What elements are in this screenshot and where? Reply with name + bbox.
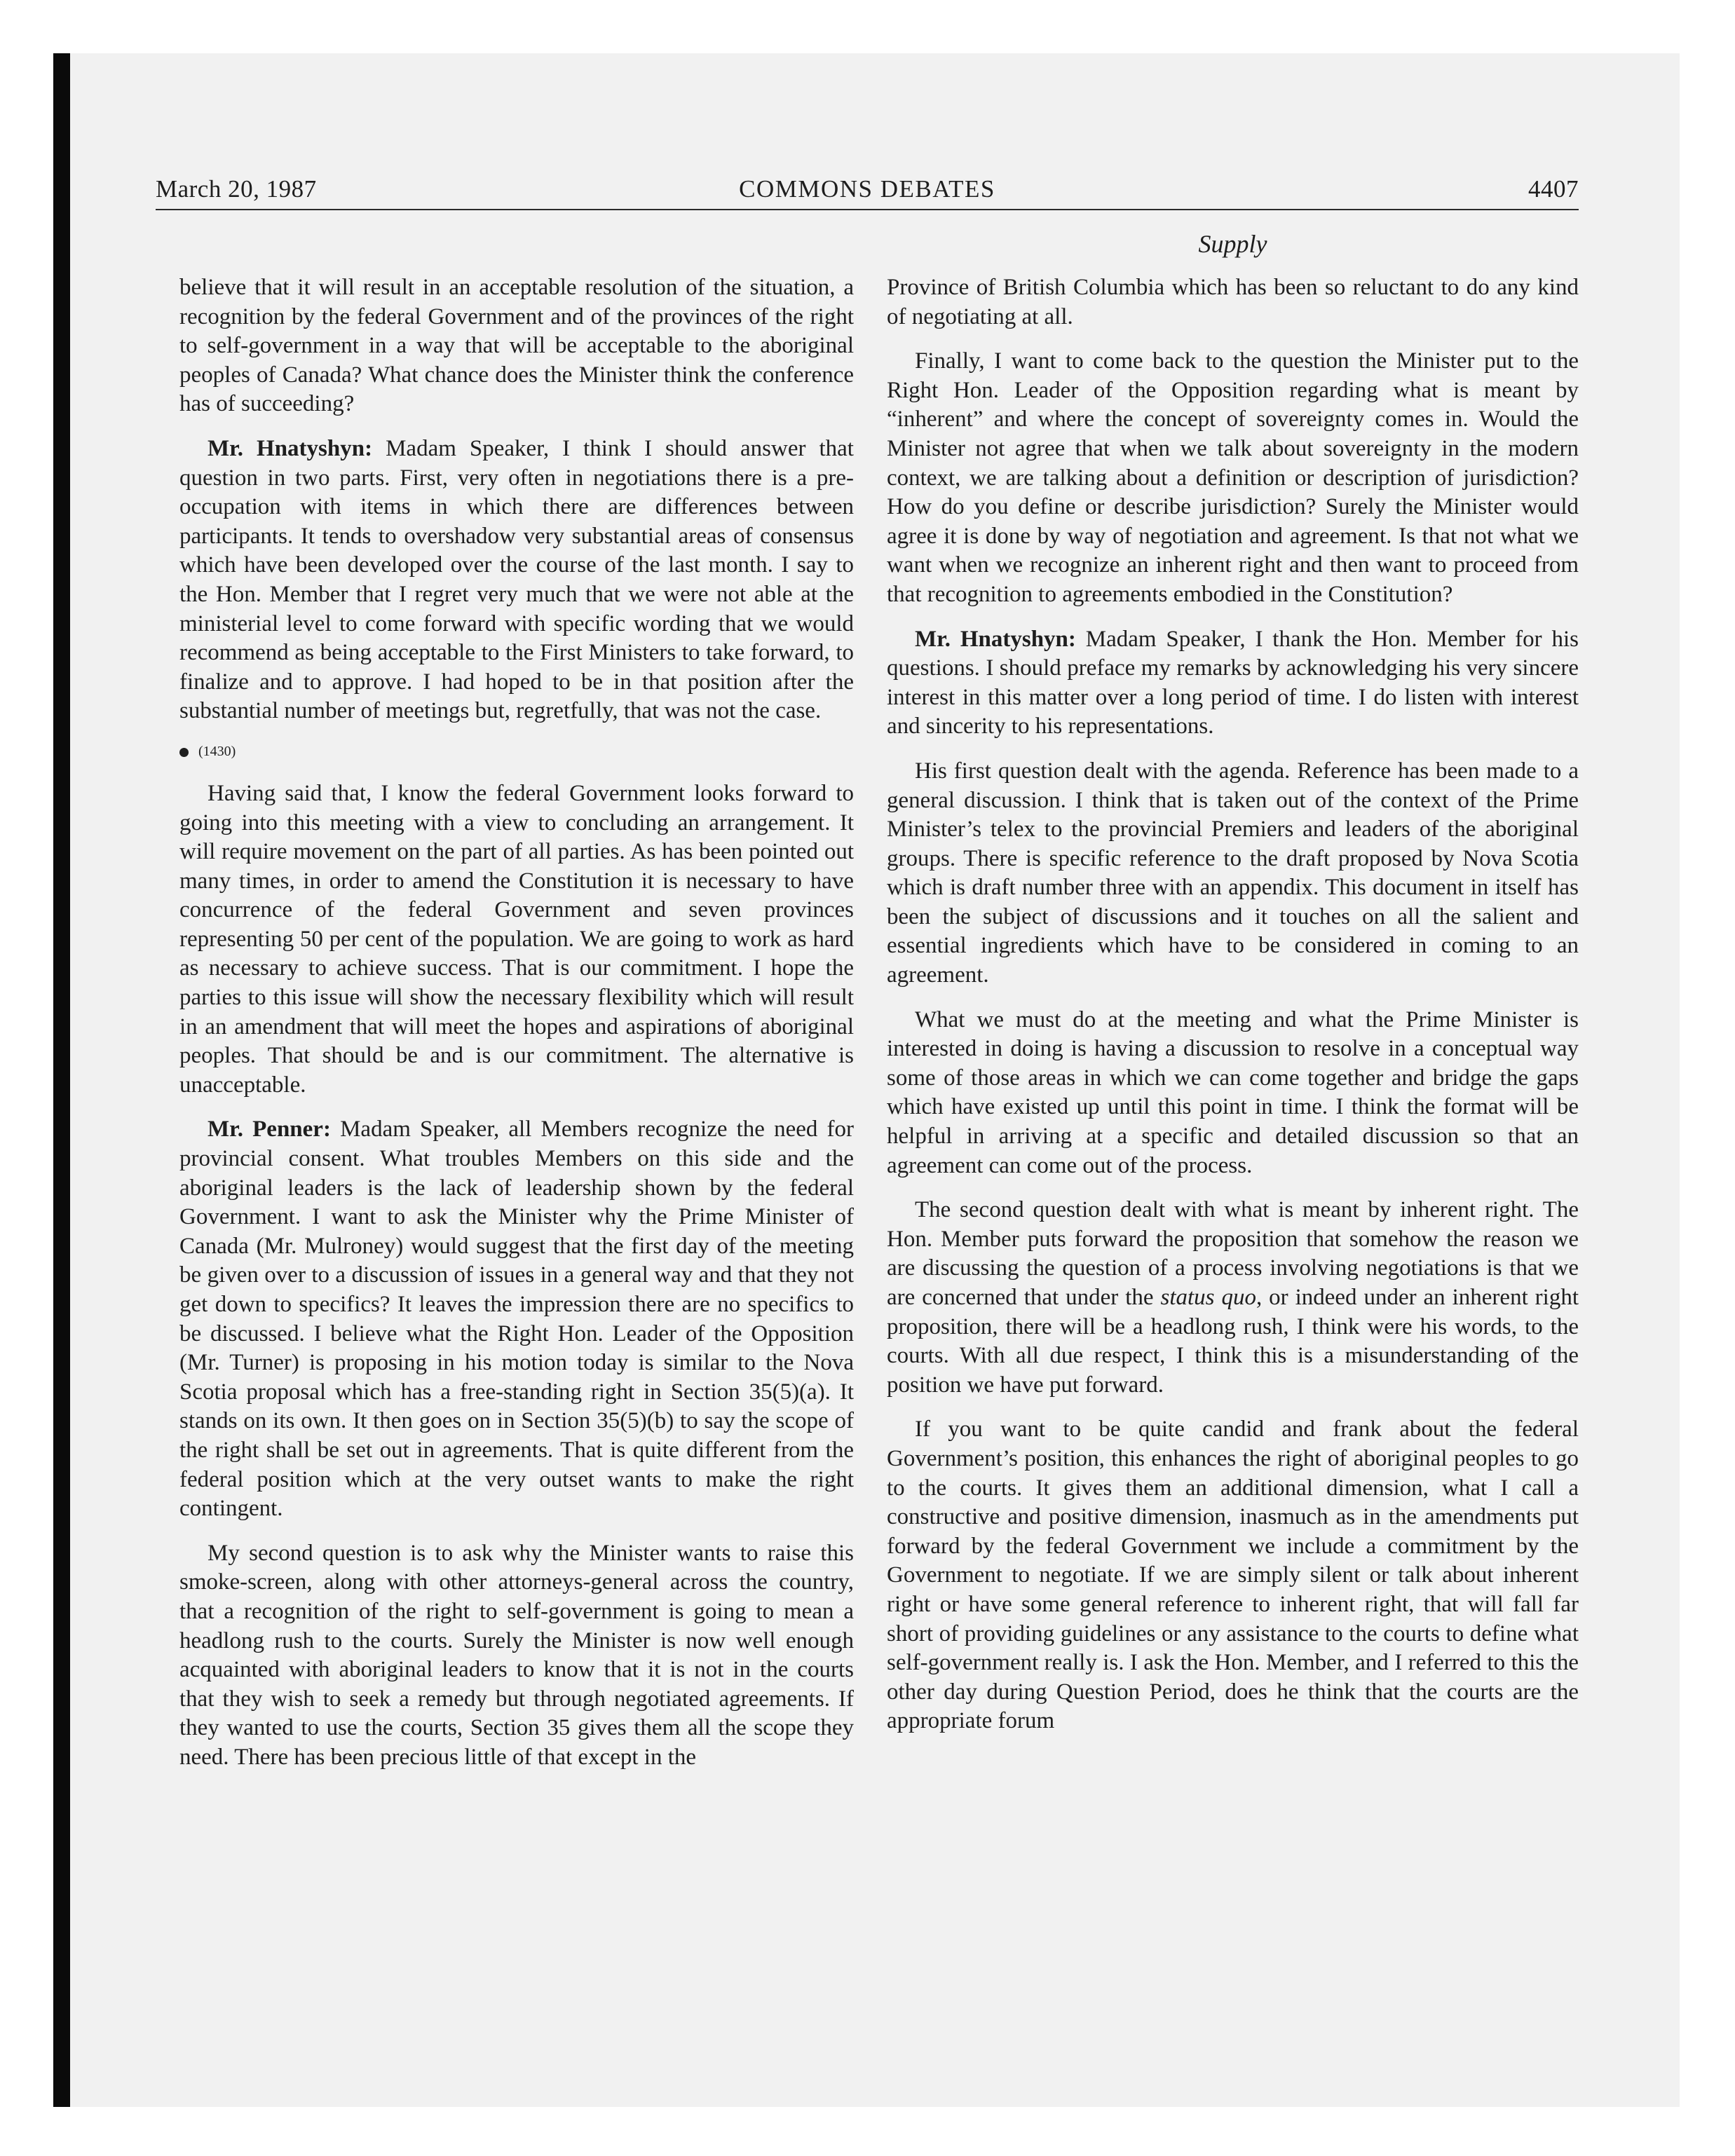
header-rule	[156, 209, 1579, 210]
paragraph	[887, 1196, 1579, 1400]
speaker-name: Mr. Penner:	[207, 1117, 331, 1142]
right-column	[887, 273, 1579, 1752]
paragraph: Finally, I want to come back to the question the Minister put to the Right Hon. Leader of the Opposition regarding what is meant by “inherent” and where the concept of sovereignty comes in. Would the Minister not agree that when we talk about sovereignty in the modern context, we are talking about a definition or description of jurisdiction? How do you define or describe jurisdiction? Surely the Minister would agree it is done by way of negotiation and agreement. Is that not what we want when we recognize an inherent right and then want to proceed from that recognition to agreements embodied in the Constitution?	[887, 348, 1579, 607]
speaker-name: Mr. Hnatyshyn:	[915, 626, 1076, 652]
time-marker	[179, 742, 854, 761]
paragraph: Province of British Columbia which has been so reluctant to do any kind of negotiating at all.	[887, 275, 1579, 329]
paragraph: My second question is to ask why the Minister wants to raise this smoke-screen, along with other attorneys-general across the country, that a recognition of the right to self-government is going to mean a headlong rush to the courts. Surely the Minister is now well enough acquainted with aboriginal leaders to know that it is not in the courts that they wish to seek a remedy but through negotiated agreements. If they wanted to use the courts, Section 35 gives them all the scope they need. There has been precious little of that except in the	[179, 1540, 854, 1770]
paragraph: His first question dealt with the agenda. Reference has been made to a general discussion. I think that is taken out of the context of the Prime Minister’s telex to the provincial Premiers and leaders of the aboriginal groups. There is specific reference to the draft proposed by Nova Scotia which is draft number three with an appendix. This document in itself has been the subject of discussions and it touches on all the salient and essential ingredients which have to be considered in coming to an agreement.	[887, 758, 1579, 988]
header-publication: COMMONS DEBATES	[739, 175, 995, 203]
left-column	[179, 273, 854, 1788]
speech-text: , or indeed under an inherent right proposition, there will be a headlong rush, I think were his words, to the courts. With all due respect, I think this is a misunderstanding of the position we have put forward.	[887, 1285, 1579, 1398]
speech-text: Madam Speaker, all Members recognize the need for provincial consent. What troubles Members on this side and the aboriginal leaders is the lack of leadership shown by the federal Government. I want to ask the Minister why the Prime Minister of Canada (Mr. Mulroney) would suggest that the first day of the meeting be given over to a discussion of issues in a general way and that they not get down to specifics? It leaves the impression there are no specifics to be discussed. I believe what the Right Hon. Leader of the Opposition (Mr. Turner) is proposing in his motion today is similar to the Nova Scotia proposal which has a free-standing right in Section 35(5)(a). It stands on its own. It then goes on in Section 35(5)(b) to say the scope of the right shall be set out in agreements. That is quite different from the federal position which at the very outset wants to make the right contingent.	[179, 1117, 854, 1522]
page-header	[156, 175, 1579, 212]
speech-text: The second question dealt with what is meant by inherent right. The Hon. Member puts forward the proposition that somehow the reason we are discussing the question of a process involving negotiations is that we are concerned that under the	[887, 1197, 1579, 1310]
paragraph	[887, 625, 1579, 742]
paragraph	[179, 1115, 854, 1523]
paragraph: believe that it will result in an acceptable resolution of the situation, a recognition by the federal Government and of the provinces of the right to self-government in a way that will be acceptable to the aboriginal peoples of Canada? What chance does the Minister think the conference has of succeeding?	[179, 275, 854, 417]
speech-text: Madam Speaker, I think I should answer that question in two parts. First, very often in negotiations there is a pre-occupation with items in which there are differences between participants. It tends to overshadow very substantial areas of consensus which have been developed over the course of the last month. I say to the Hon. Member that I regret very much that we were not able at the ministerial level to come forward with specific wording that we would recommend as being acceptable to the First Ministers to take forward, to finalize and to approve. I had hoped to be in that position after the substantial number of meetings but, regretfully, that was not the case.	[179, 435, 854, 724]
paragraph	[179, 435, 854, 726]
paragraph: If you want to be quite candid and frank about the federal Government’s position, this enhances the right of aboriginal peoples to go to the courts. It gives them an additional dimension, what I call a constructive and positive dimension, inasmuch as in the amendments put forward by the federal Government we include a commitment by the Government to negotiate. If we are simply silent or talk about inherent right or have some general reference to inherent right, that will fall far short of providing guidelines or any assistance to the courts to define what self-government really is. I ask the Hon. Member, and I referred to this the other day during Question Period, does he think that the courts are the appropriate forum	[887, 1417, 1579, 1734]
italic-term: status quo	[1160, 1285, 1256, 1310]
section-title: Supply	[1198, 230, 1267, 258]
header-page-number: 4407	[1528, 175, 1579, 203]
bullet-icon	[179, 748, 189, 757]
time-marker-text: (1430)	[198, 743, 236, 759]
speaker-name: Mr. Hnatyshyn:	[207, 435, 373, 461]
header-date: March 20, 1987	[156, 175, 317, 203]
speech-text: Madam Speaker, I thank the Hon. Member for his questions. I should preface my remarks by acknowledging his very sincere interest in this matter over a long period of time. I do listen with interest and sincerity to his representations.	[887, 626, 1579, 739]
paragraph: What we must do at the meeting and what the Prime Minister is interested in doing is having a discussion to resolve in a conceptual way some of those areas in which we can come together and bridge the gaps which have existed up until this point in time. I think the format will be helpful in arriving at a specific and detailed discussion so that an agreement can come out of the process.	[887, 1007, 1579, 1178]
binding-edge	[53, 53, 70, 2107]
paragraph: Having said that, I know the federal Government looks forward to going into this meeting with a view to concluding an arrangement. It will require movement on the part of all parties. As has been pointed out many times, in order to amend the Constitution it is necessary to have concurrence of the federal Government and seven provinces representing 50 per cent of the population. We are going to work as hard as necessary to achieve success. That is our commitment. I hope the parties to this issue will show the necessary flexibility which will result in an amendment that will meet the hopes and aspirations of aboriginal peoples. That should be and is our commitment. The alternative is unacceptable.	[179, 780, 854, 1098]
